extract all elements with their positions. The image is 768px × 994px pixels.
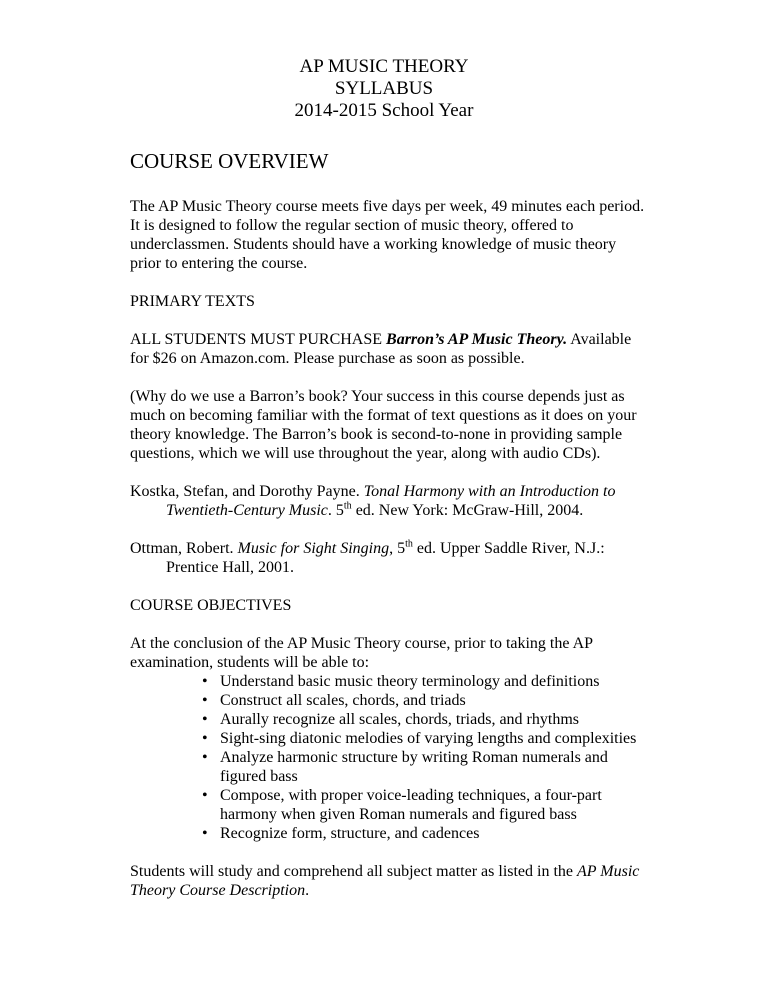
ref1-authors: Kostka, Stefan, and Dorothy Payne.	[130, 483, 364, 500]
ref1-title: Tonal Harmony with an Introduction to Twentieth-Century Music	[166, 483, 616, 519]
objective-item	[202, 672, 652, 691]
primary-texts-heading: PRIMARY TEXTS	[130, 293, 255, 310]
overview-paragraph: The AP Music Theory course meets five days per week, 49 minutes each period. It is designed to follow the regular section of music theory, offered to underclassmen. Students should have a working knowledge of music theory prior to entering the course.	[130, 198, 645, 272]
ref2-title: Music for Sight Singing	[237, 540, 390, 557]
bullet-icon: •	[202, 711, 208, 728]
purchase-suffix: Available for $26 on Amazon.com. Please purchase as soon as possible.	[130, 331, 632, 367]
bullet-icon: •	[202, 825, 208, 842]
closing-prefix: Students will study and comprehend all subject matter as listed in the	[130, 863, 578, 880]
objective-item	[202, 710, 652, 729]
ref1-rest: ed. New York: McGraw-Hill, 2004.	[351, 502, 584, 519]
ref1-edition: . 5	[327, 502, 344, 519]
title-line-2: SYLLABUS	[334, 78, 434, 99]
bullet-icon: •	[202, 673, 208, 690]
closing-paragraph	[130, 862, 650, 900]
objective-text: Construct all scales, chords, and triads	[220, 692, 466, 709]
course-overview-heading: COURSE OVERVIEW	[130, 149, 329, 173]
ref2-edition-sup: th	[405, 538, 413, 550]
ref2-edition: , 5	[389, 540, 406, 557]
purchase-prefix: ALL STUDENTS MUST PURCHASE	[130, 331, 387, 348]
closing-suffix: .	[305, 882, 310, 899]
objective-item	[202, 691, 652, 710]
objective-text: Sight-sing diatonic melodies of varying lengths and complexities	[220, 730, 637, 747]
course-objectives-heading: COURSE OBJECTIVES	[130, 597, 292, 614]
objective-text: Compose, with proper voice-leading techniques, a four-part harmony when given Roman numerals and figured bass	[220, 787, 602, 823]
bullet-icon: •	[202, 730, 208, 747]
objective-item	[202, 729, 652, 748]
objectives-intro: At the conclusion of the AP Music Theory course, prior to taking the AP examination, students will be able to:	[130, 635, 593, 671]
objective-item	[202, 786, 652, 824]
bullet-icon: •	[202, 692, 208, 709]
title-line-3: 2014-2015 School Year	[294, 100, 474, 121]
objective-text: Analyze harmonic structure by writing Roman numerals and figured bass	[220, 749, 608, 785]
bullet-icon: •	[202, 787, 208, 804]
objective-text: Recognize form, structure, and cadences	[220, 825, 480, 842]
objective-text: Aurally recognize all scales, chords, triads, and rhythms	[220, 711, 579, 728]
objective-item	[202, 748, 652, 786]
title-line-1: AP MUSIC THEORY	[299, 56, 469, 77]
purchase-paragraph	[130, 330, 650, 368]
title-block	[130, 56, 638, 122]
purchase-book-title: Barron’s AP Music Theory.	[386, 331, 568, 348]
objective-text: Understand basic music theory terminology and definitions	[220, 673, 600, 690]
reference-kostka	[130, 482, 650, 520]
why-barrons-paragraph: (Why do we use a Barron’s book? Your success in this course depends just as much on becoming familiar with the format of text questions as it does on your theory knowledge. The Barron’s book is second-to-none in providing sample questions, which we will use throughout the year, along with audio CDs).	[130, 388, 637, 462]
objectives-list	[130, 672, 652, 843]
ref1-edition-sup: th	[343, 500, 352, 512]
bullet-icon: •	[202, 749, 208, 766]
ref2-authors: Ottman, Robert.	[130, 540, 238, 557]
objective-item	[202, 824, 652, 843]
course-description-title: AP Music Theory Course Description	[130, 863, 640, 899]
ref2-rest: ed. Upper Saddle River, N.J.: Prentice Hall, 2001.	[166, 540, 605, 576]
reference-ottman	[130, 539, 650, 577]
